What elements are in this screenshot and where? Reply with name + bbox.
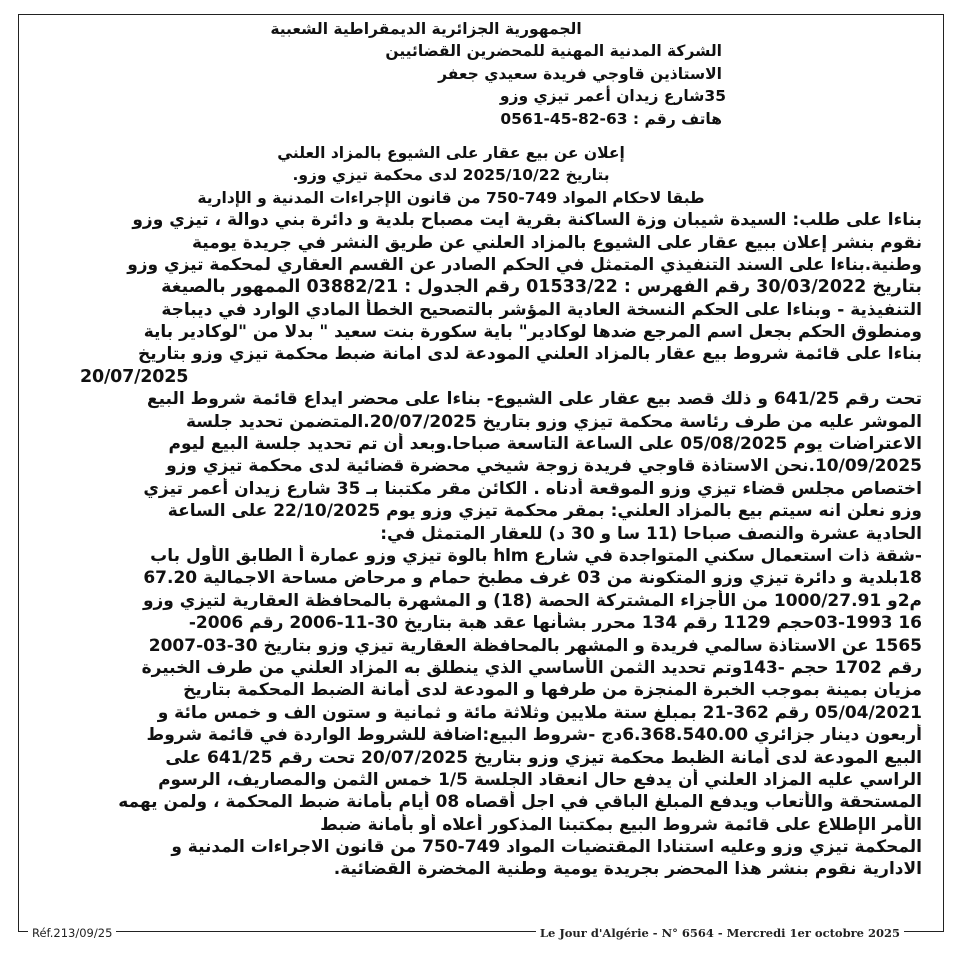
body-line-5: التنفيذية - وبناءا على الحكم النسخة العادية المؤشر بالتصحيح الخطأ المادي الوارد في ديباجة — [161, 299, 922, 320]
body-line-4: بتاريخ 30/03/2022 رقم الفهرس : 01533/22 رقم الجدول : 03882/21 الممهور بالصيغة — [161, 277, 922, 298]
body-line-11: الاعتراضات يوم 05/08/2025 على الساعة التاسعة صباحا.وبعد أن تم تحديد جلسة البيع ليوم — [168, 434, 922, 455]
body-line-18: م2و 1000/27.91 من الأجزاء المشتركة الحصة (18) و المشهرة بالمحافظة العقارية لتيزي وزو — [142, 590, 922, 611]
body-line-26: الراسي عليه المزاد العلني أن يدفع حال انعقاد الجلسة 1/5 خمس الثمن والمصاريف، الرسوم — [158, 769, 922, 790]
body-line-3: وطنية.بناءا على السند التنفيذي المتمثل في الحكم الصادر عن القسم العقاري لمحكمة تيزي وزو — [127, 254, 922, 275]
body-line-14: وزو نعلن انه سيتم بيع بالمزاد العلني: بمقر محكمة تيزي وزو يوم 22/10/2025 على الساعة — [167, 501, 922, 522]
publication-info: Le Jour d'Algérie - N° 6564 - Mercredi 1er octobre 2025 — [536, 926, 904, 940]
body-line-15: الحادية عشرة والنصف صباحا (11 سا و 30 د) للعقار المتمثل في: — [380, 523, 922, 544]
body-line-17: 18بلدية و دائرة تيزي وزو المتكونة من 03 غرف مطبخ حمام و مرحاض مساحة الاجمالية 67.20 — [143, 568, 922, 589]
auction-date-line: بتاريخ 2025/10/22 لدى محكمة تيزي وزو. — [292, 166, 610, 185]
office-address: 35شارع زيدان أعمر تيزي وزو — [499, 87, 726, 106]
company-name: الشركة المدنية المهنية للمحضرين القضائيين — [385, 42, 722, 61]
body-line-10: الموشر عليه من طرف رئاسة محكمة تيزي وزو بتاريخ 20/07/2025.المتضمن تحديد جلسة — [185, 411, 922, 432]
body-line-12: 10/09/2025.نحن الاستاذة قاوجي فريدة زوجة شيخي محضرة قضائية لدى محكمة تيزي وزو — [166, 456, 922, 477]
body-line-22: مزيان بمينة بموجب الخبرة المنجزة من طرفها و المودعة لدى أمانة الضبط المحكمة بتاريخ — [183, 680, 922, 701]
legal-basis-line: طبقا لاحكام المواد 749-750 من قانون الإجراءات المدنية و الإدارية — [197, 188, 705, 207]
body-line-30: الادارية نقوم بنشر هذا المحضر بجريدة يومية وطنية المخضرة القضائية. — [333, 859, 922, 880]
body-line-9: تحت رقم 641/25 و ذلك قصد بيع عقار على الشيوع- بناءا على محضر ايداع قائمة شروط البيع — [147, 389, 922, 410]
page-footer — [18, 928, 944, 942]
body-line-13: اختصاص مجلس قضاء تيزي وزو الموقعة أدناه . الكائن مقر مكتبنا بـ 35 شارع زيدان أعمر تيزي — [143, 478, 922, 499]
body-line-7: بناءا على قائمة شروط بيع عقار بالمزاد العلني المودعة لدى امانة ضبط محكمة تيزي وزو بتاريخ — [138, 344, 922, 365]
body-line-20: 1565 عن الاستاذة سالمي فريدة و المشهر بالمحافظة العقارية تيزي وزو بتاريخ 30-03-2007 — [148, 635, 922, 656]
bailiffs-names: الاستاذين قاوجي فريدة سعيدي جعفر — [438, 64, 722, 83]
body-line-1: بناءا على طلب: السيدة شيبان وزة الساكنة بقرية ايت مصباح بلدية و دائرة بني دوالة ، تيزي وزو — [132, 210, 922, 231]
reference-number: Réf.213/09/25 — [28, 926, 116, 940]
body-line-25: البيع المودعة لدى أمانة الظبط محكمة تيزي وزو بتاريخ 20/07/2025 تحت رقم 641/25 على — [165, 747, 922, 768]
body-line-24: أربعون دينار جزائري 6.368.540.00دج -شروط البيع:اضافة للشروط الواردة في قائمة شروط — [146, 725, 922, 746]
body-line-21: رقم 1702 حجم -143وتم تحديد الثمن الأساسي الذي ينطلق به المزاد العلني من طرف الخبيرة — [141, 657, 922, 678]
body-line-16: -شقة ذات استعمال سكني المتواجدة في شارع hlm بالوة تيزي وزو عمارة أ الطابق الأول باب — [150, 545, 922, 566]
body-line-2: نقوم بنشر إعلان ببيع عقار على الشيوع بالمزاد العلني عن طريق النشر في جريدة يومية — [191, 232, 922, 253]
body-line-28: الأمر الإطلاع على قائمة شروط البيع بمكتبنا المذكور أعلاه أو بأمانة ضبط — [320, 814, 922, 835]
body-line-27: المستحقة والأتعاب ويدفع المبلغ الباقي في اجل أقصاه 08 أيام بأمانة ضبط المحكمة ، ولمن يهمه — [118, 792, 922, 813]
body-line-19: 16 03-1993حجم 1129 رقم 134 محرر بشأنها عقد هبة بتاريخ 30-11-2006 رقم 2006- — [188, 613, 922, 634]
body-line-8: 20/07/2025 — [80, 366, 189, 387]
republic-heading: الجمهورية الجزائرية الديمقراطية الشعبية — [270, 20, 582, 38]
announcement-title: إعلان عن بيع عقار على الشيوع بالمزاد العلني — [277, 143, 625, 162]
announcement-document — [40, 18, 922, 881]
phone-number: هاتف رقم : 63-82-45-0561 — [500, 109, 722, 128]
body-line-23: 05/04/2021 رقم 362-21 بمبلغ ستة ملايين وثلاثة مائة و ثمانية و ستون الف و خمس مائة و — [157, 702, 922, 723]
body-line-6: ومنطوق الحكم بجعل اسم المرجع ضدها لوكادير" باية سكورة بنت سعيد " بدلا من "لوكادير باية — [143, 322, 922, 343]
body-line-29: المحكمة تيزي وزو وعليه استنادا المقتضيات المواد 749-750 من قانون الاجراءات المدنية و — [171, 837, 922, 858]
